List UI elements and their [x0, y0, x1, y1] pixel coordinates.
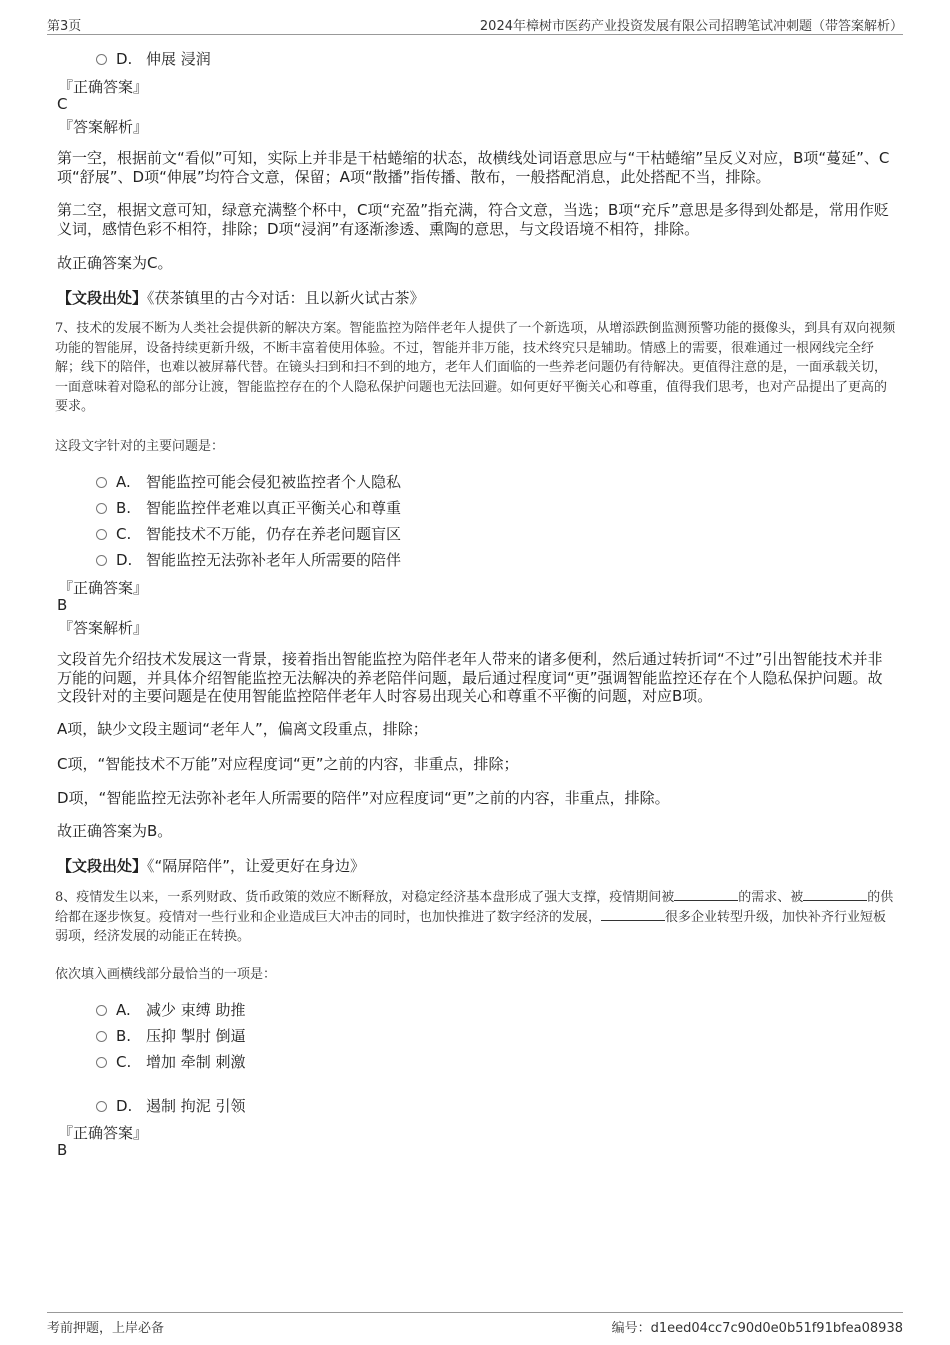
source-line	[57, 287, 425, 308]
radio-icon[interactable]	[96, 1031, 107, 1042]
analysis-paragraph: 第二空，根据文意可知，绿意充满整个杯中，C项“充盈”指充满，符合文意，当选；B项“充斥”意思是多得到处都是，常用作贬义词，感情色彩不相符，排除；D项“浸润”有逐渐渗透、熏陶的意思，与文段语境不相符，排除。	[57, 201, 889, 238]
page-footer	[47, 1312, 903, 1337]
source-title: 《“隔屏陪伴”，让爱更好在身边》	[147, 857, 366, 875]
radio-icon[interactable]	[96, 555, 107, 566]
analysis-label: 『答案解析』	[58, 619, 149, 637]
radio-icon[interactable]	[96, 1101, 107, 1112]
page-number: 第3页	[47, 19, 82, 34]
analysis-paragraph: D项，“智能监控无法弥补老年人所需要的陪伴”对应程度词“更”之前的内容，非重点，排除。	[57, 789, 670, 807]
radio-icon[interactable]	[96, 529, 107, 540]
fill-blank	[803, 888, 867, 901]
answer-label: 『正确答案』	[58, 78, 149, 96]
answer-value: B	[57, 596, 68, 614]
radio-icon[interactable]	[96, 1057, 107, 1068]
source-label: 【文段出处】	[57, 289, 148, 307]
analysis-conclusion: 故正确答案为C。	[57, 254, 173, 272]
page-header	[47, 14, 903, 35]
source-label: 【文段出处】	[57, 857, 148, 875]
document-id: 编号：d1eed04cc7c90d0e0b51f91bfea08938	[611, 1321, 903, 1336]
q8-option-d[interactable]: D. 遏制 拘泥 引领	[96, 1095, 246, 1116]
question-7-prompt: 这段文字针对的主要问题是：	[55, 439, 225, 454]
q7-option-d[interactable]: D. 智能监控无法弥补老年人所需要的陪伴	[96, 549, 401, 570]
radio-icon[interactable]	[96, 1005, 107, 1016]
analysis-paragraph: C项，“智能技术不万能”对应程度词“更”之前的内容，非重点，排除；	[57, 755, 519, 773]
analysis-label: 『答案解析』	[58, 118, 149, 136]
document-title: 2024年樟树市医药产业投资发展有限公司招聘笔试冲刺题（带答案解析）	[479, 19, 903, 34]
analysis-paragraph: A项，缺少文段主题词“老年人”，偏离文段重点，排除；	[57, 720, 428, 738]
q8-option-c[interactable]: C. 增加 牵制 刺激	[96, 1051, 246, 1072]
radio-icon[interactable]	[96, 477, 107, 488]
answer-label: 『正确答案』	[58, 579, 149, 597]
analysis-conclusion: 故正确答案为B。	[57, 822, 173, 840]
q8-option-a[interactable]: A. 减少 束缚 助推	[96, 999, 246, 1020]
radio-icon[interactable]	[96, 54, 107, 65]
source-title: 《茯茶镇里的古今对话：且以新火试古茶》	[147, 289, 425, 307]
footer-slogan: 考前押题，上岸必备	[47, 1321, 165, 1336]
q7-option-b[interactable]: B. 智能监控伴老难以真正平衡关心和尊重	[96, 497, 401, 518]
radio-icon[interactable]	[96, 503, 107, 514]
question-7-text: 7、技术的发展不断为人类社会提供新的解决方案。智能监控为陪伴老年人提供了一个新选项，从增添跌倒监测预警功能的摄像头，到具有双向视频功能的智能屏，设备持续更新升级，不断丰富着使用体验。不过，智能并非万能，技术终究只是辅助。情感上的需要，很难通过一根网线完全纾解；线下的陪伴，也难以被屏幕代替。在镜头扫到和扫不到的地方，老年人们面临的一些养老问题仍有待解决。更值得注意的是，一面承载关切，一面意味着对隐私的部分让渡，智能监控存在的个人隐私保护问题也无法回避。如何更好平衡关心和尊重，值得我们思考，也对产品提出了更高的要求。	[55, 321, 896, 414]
fill-blank	[674, 888, 738, 901]
q8-option-b[interactable]: B. 压抑 掣肘 倒逼	[96, 1025, 246, 1046]
answer-value: B	[57, 1141, 68, 1159]
analysis-paragraph: 文段首先介绍技术发展这一背景，接着指出智能监控为陪伴老年人带来的诸多便利，然后通过转折词“不过”引出智能技术并非万能的问题，并具体介绍智能监控无法解决的养老陪伴问题，最后通过程度词“更”强调智能监控还存在个人隐私保护问题。故文段针对的主要问题是在使用智能监控陪伴老年人时容易出现关心和尊重不平衡的问题，对应B项。	[57, 650, 883, 705]
q7-option-a[interactable]: A. 智能监控可能会侵犯被监控者个人隐私	[96, 471, 401, 492]
answer-label: 『正确答案』	[58, 1124, 149, 1142]
source-line	[57, 855, 365, 876]
q6-option-d[interactable]: D. 伸展 浸润	[96, 48, 211, 69]
q7-option-c[interactable]: C. 智能技术不万能，仍存在养老问题盲区	[96, 523, 401, 544]
question-8-prompt: 依次填入画横线部分最恰当的一项是：	[55, 967, 277, 982]
fill-blank	[601, 908, 665, 921]
question-8-text: 8、疫情发生以来，一系列财政、货币政策的效应不断释放，对稳定经济基本盘形成了强大支撑，疫情期间被 的需求、被 的供给都在逐步恢复。疫情对一些行业和企业造成巨大冲击的同时，也加快推进了数字经济的发展， 很多企业转型升级，加快补齐行业短板弱项，经济发展的动能正在转换。	[55, 890, 894, 944]
answer-value: C	[57, 95, 68, 113]
analysis-paragraph: 第一空，根据前文“看似”可知，实际上并非是干枯蜷缩的状态，故横线处词语意思应与“干枯蜷缩”呈反义对应，B项“蔓延”、C项“舒展”、D项“伸展”均符合文意，保留；A项“散播”指传播、散布，一般搭配消息，此处搭配不当，排除。	[57, 149, 890, 186]
